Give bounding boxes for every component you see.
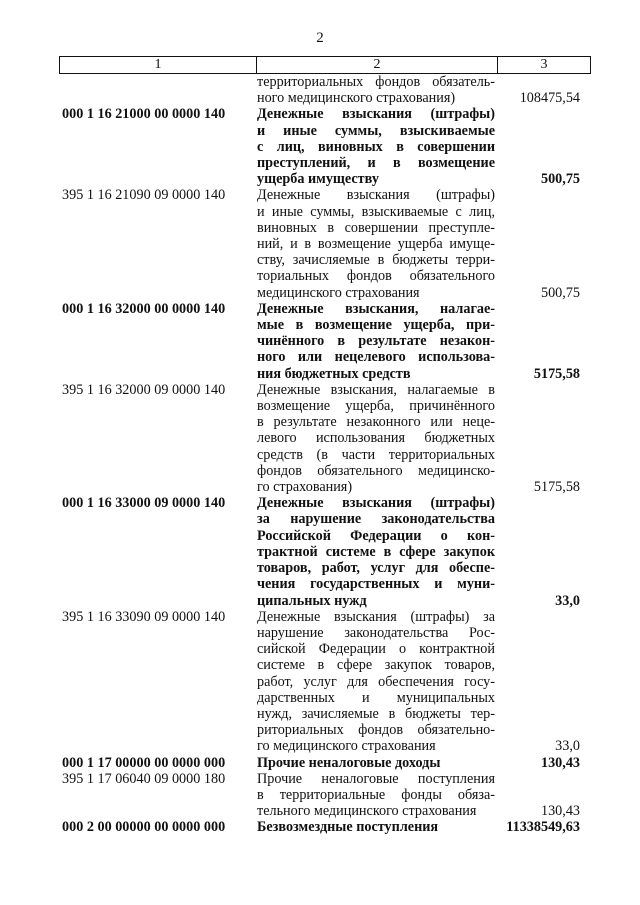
amount-cell (495, 771, 586, 820)
description-line: с лиц, виновных в совершении (257, 138, 495, 155)
description-line: территориальных фондов обязатель- (257, 74, 495, 90)
description-line: ния бюджетных средств (257, 365, 411, 382)
description-line: возмещение ущерба, причинённого (257, 398, 495, 415)
amount-cell (495, 609, 586, 755)
item-description (257, 819, 495, 835)
description-line: в территориальные фонды обяза- (257, 786, 495, 803)
description-line: трактной системе в сфере закупок (257, 543, 495, 560)
description-line: чинённого в результате незакон- (257, 333, 495, 350)
description-line: ству, зачисляемые в бюджеты терри- (257, 252, 495, 269)
description-line: ципальных нужд (257, 592, 367, 609)
budget-code: 395 1 16 21090 09 0000 140 (62, 187, 226, 204)
table-row (62, 74, 586, 106)
description-line: Денежные взыскания (штрафы) (257, 106, 495, 123)
amount-value: 500,75 (540, 171, 580, 188)
description-line: Прочие неналоговые доходы (257, 754, 441, 771)
amount-cell (495, 495, 586, 608)
description-line: Денежные взыскания (штрафы) (257, 495, 495, 512)
description-line: за нарушение законодательства (257, 511, 495, 528)
item-description (257, 609, 495, 755)
amount-cell (495, 819, 586, 835)
description-line: Денежные взыскания, налагае- (257, 300, 495, 317)
description-line: работ, услуг для обеспечения госу- (257, 673, 495, 690)
description-line: тельного медицинского страхования (257, 803, 477, 820)
amount-cell (495, 74, 586, 106)
description-line: ущерба имуществу (257, 171, 379, 188)
item-description (257, 771, 495, 820)
table-row (62, 771, 586, 820)
budget-code: 395 1 17 06040 09 0000 180 (62, 770, 226, 787)
amount-cell (495, 755, 586, 771)
description-line: левого использования бюджетных (257, 430, 495, 447)
amount-cell (495, 301, 586, 382)
item-description (257, 187, 495, 300)
table-row (62, 495, 586, 608)
description-line: мые в возмещение ущерба, при- (257, 317, 495, 334)
table-row (62, 819, 586, 835)
item-description (257, 495, 495, 608)
description-line: ного медицинского страхования) (257, 90, 456, 107)
description-line: медицинского страхования (257, 284, 420, 301)
amount-value: 500,75 (540, 284, 580, 301)
table-row (62, 301, 586, 382)
item-description (257, 106, 495, 187)
budget-code: 395 1 16 33090 09 0000 140 (62, 608, 226, 625)
description-line: Прочие неналоговые поступления (257, 770, 495, 787)
description-line: сийской Федерации о контрактной (257, 641, 495, 658)
budget-table-body (62, 74, 586, 836)
table-row (62, 609, 586, 755)
amount-value: 5175,58 (533, 365, 580, 382)
description-line: и иные суммы, взыскиваемые (257, 122, 495, 139)
column-header-2: 2 (257, 57, 498, 73)
amount-cell (495, 382, 586, 495)
description-line: фондов обязательного медицинско- (257, 462, 495, 479)
budget-code: 000 1 16 32000 00 0000 140 (62, 300, 226, 317)
budget-code (62, 74, 257, 106)
amount-value: 108475,54 (519, 90, 580, 107)
amount-value: 33,0 (555, 738, 580, 755)
description-line: Денежные взыскания, налагаемые в (257, 381, 495, 398)
table-row (62, 382, 586, 495)
budget-code: 000 1 16 33000 09 0000 140 (62, 495, 226, 512)
description-line: товаров, работ, услуг для обеспе- (257, 560, 495, 577)
column-header-1: 1 (60, 57, 257, 73)
page-number: 2 (316, 30, 324, 46)
description-line: виновных в совершении преступле- (257, 219, 495, 236)
description-line: риториальных фондов обязательно- (257, 722, 495, 739)
amount-cell (495, 187, 586, 300)
item-description (257, 755, 495, 771)
description-line: преступлений, и в возмещение (257, 155, 495, 172)
amount-cell (495, 106, 586, 187)
item-description (257, 74, 495, 106)
amount-value: 5175,58 (533, 479, 580, 496)
item-description (257, 382, 495, 495)
description-line: Денежные взыскания (штрафы) за (257, 608, 495, 625)
amount-value: 130,43 (540, 803, 580, 820)
description-line: Безвозмездные поступления (257, 819, 439, 836)
budget-code: 395 1 16 32000 09 0000 140 (62, 381, 226, 398)
amount-value: 130,43 (540, 754, 580, 771)
description-line: го медицинского страхования (257, 738, 436, 755)
description-line: нарушение законодательства Рос- (257, 624, 495, 641)
description-line: средств (в части территориальных (257, 446, 495, 463)
description-line: в результате незаконного или неце- (257, 414, 495, 431)
description-line: го страхования) (257, 479, 353, 496)
description-line: ного или нецелевого использова- (257, 349, 495, 366)
description-line: и иные суммы, взыскиваемые с лиц, (257, 203, 495, 220)
amount-value: 11338549,63 (506, 819, 580, 836)
column-header-row (59, 56, 591, 74)
amount-value: 33,0 (555, 592, 580, 609)
item-description (257, 301, 495, 382)
table-row (62, 106, 586, 187)
budget-code: 000 1 17 00000 00 0000 000 (62, 754, 226, 771)
description-line: ний, и в возмещение ущерба имуще- (257, 236, 495, 253)
budget-code: 000 1 16 21000 00 0000 140 (62, 106, 226, 123)
description-line: Денежные взыскания (штрафы) (257, 187, 495, 204)
budget-code: 000 2 00 00000 00 0000 000 (62, 819, 226, 836)
description-line: Российской Федерации о кон- (257, 527, 495, 544)
description-line: системе в сфере закупок товаров, (257, 657, 495, 674)
description-line: ториальных фондов обязательного (257, 268, 495, 285)
table-row (62, 755, 586, 771)
column-header-3: 3 (540, 57, 548, 72)
description-line: нужд, зачисляемые в бюджеты тер- (257, 705, 495, 722)
description-line: чения государственных и муни- (257, 576, 495, 593)
table-row (62, 187, 586, 300)
description-line: дарственных и муниципальных (257, 689, 495, 706)
